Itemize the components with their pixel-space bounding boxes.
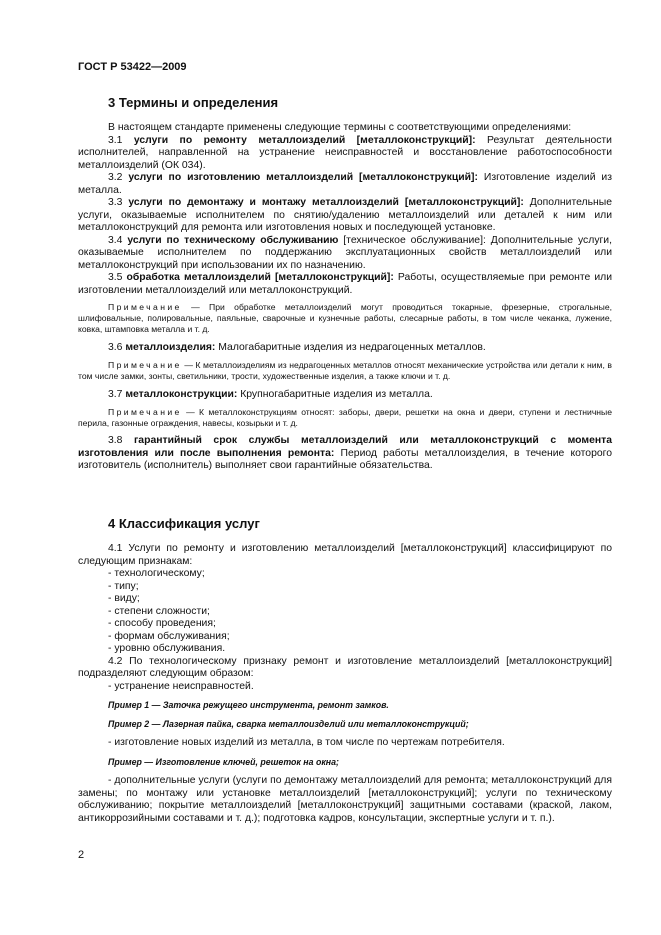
note-3-6: Примечание — К металлоизделиям из недрагоценных металлов относят механические устройства или детали к ним, в том числе замки, зонты, светильники, трости, художественные изделия, а также ключи и т. д. (78, 360, 612, 382)
section-3-title: 3 Термины и определения (108, 95, 279, 110)
term-3-1: 3.1 услуги по ремонту металлоизделий [металлоконструкций]: Результат деятельности исполнителей, направленной на устранение неисправностей и восстановление работоспособности металлоизделий (ОК 034). (78, 134, 612, 171)
note-3-7: Примечание — К металлоконструкциям относят: заборы, двери, решетки на окна и двери, ступени и лестничные перила, газонные ограждения, навесы, козырьки и т. д. (78, 407, 612, 429)
list-item: - степени сложности; (108, 605, 210, 617)
example-1: Пример 1 — Заточка режущего инструмента, ремонт замков. (108, 700, 389, 710)
list-item: - устранение неисправностей. (108, 680, 254, 692)
list-item: - технологическому; (108, 568, 205, 579)
term-3-2: 3.2 услуги по изготовлению металлоизделий [металлоконструкций]: Изготовление изделий из металла. (78, 172, 612, 196)
list-item: - типу; (108, 580, 139, 592)
list-item: - уровню обслуживания. (108, 643, 226, 654)
term-3-4: 3.4 услуги по техническому обслуживанию [техническое обслуживание]: Дополнительные услуги, оказываемые исполнителем по поддержанию эксплуатационных свойств металлоизделий или металлоконструкций при использовании их по назначению. (78, 234, 612, 271)
list-item: - дополнительные услуги (услуги по демонтажу металлоизделий для ремонта; металлоконструкций для замены; по монтажу или установке металлоизделий [металлоконструкций]; услуги по техническому обслуживанию; покрытие металлоизделий [металлоконструкций] защитными составами (краской, лаком, антикоррозийными составами и т. д.); подготовка кадров, консультации, экспертные услуги и т. п.). (78, 775, 612, 824)
term-3-6: 3.6 металлоизделия: Малогабаритные изделия из недрагоценных металлов. (108, 341, 486, 353)
section-4-body (78, 543, 612, 825)
document-header: ГОСТ Р 53422—2009 (78, 61, 187, 73)
term-3-8: 3.8 гарантийный срок службы металлоизделий или металлоконструкций с момента изготовления или после выполнения ремонта: Период работы металлоизделия, в течение которого изготовитель (исполнитель) выполняет свои гарантийные обязательства. (78, 435, 612, 472)
note-3-5: Примечание — При обработке металлоизделий могут проводиться токарные, фрезерные, строгальные, шлифовальные, полировальные, паяльные, сварочные и кузнечные работы, слесарные работы, в том числе чеканка, лужение, ковка, штамповка металла и т. д. (78, 302, 612, 335)
section-4-title: 4 Классификация услуг (108, 516, 260, 531)
para-4-2: 4.2 По технологическому признаку ремонт и изготовление металлоизделий [металлоконструкций] подразделяют следующим образом: (78, 655, 612, 679)
classification-list (78, 568, 612, 656)
example-2: Пример 2 — Лазерная пайка, сварка металлоизделий или металлоконструкций; (108, 718, 469, 729)
list-item: - виду; (108, 593, 140, 604)
para-4-1: 4.1 Услуги по ремонту и изготовлению металлоизделий [металлоконструкций] классифицируют по следующим признакам: (78, 543, 612, 567)
list-item: - формам обслуживания; (108, 630, 230, 642)
section-3-intro: В настоящем стандарте применены следующие термины с соответствующими определениями: (108, 122, 572, 133)
page-number: 2 (78, 849, 85, 861)
term-3-3: 3.3 услуги по демонтажу и монтажу металлоизделий [металлоконструкций]: Дополнительные услуги, оказываемые исполнителем по снятию/удалению металлоизделий или деталей к ним или металлоконструкций для ремонта или изготовления новых и последующей установке. (78, 197, 612, 233)
example-3: Пример — Изготовление ключей, решеток на окна; (108, 756, 339, 767)
list-item: - изготовление новых изделий из металла, в том числе по чертежам потребителя. (108, 737, 505, 748)
term-3-5: 3.5 обработка металлоизделий [металлоконструкций]: Работы, осуществляемые при ремонте или изготовлении металлоизделий или металлоконструкций. (78, 272, 613, 296)
section-3-body (78, 122, 612, 473)
term-3-7: 3.7 металлоконструкции: Крупногабаритные изделия из металла. (108, 388, 433, 400)
list-item: - способу проведения; (108, 618, 216, 629)
